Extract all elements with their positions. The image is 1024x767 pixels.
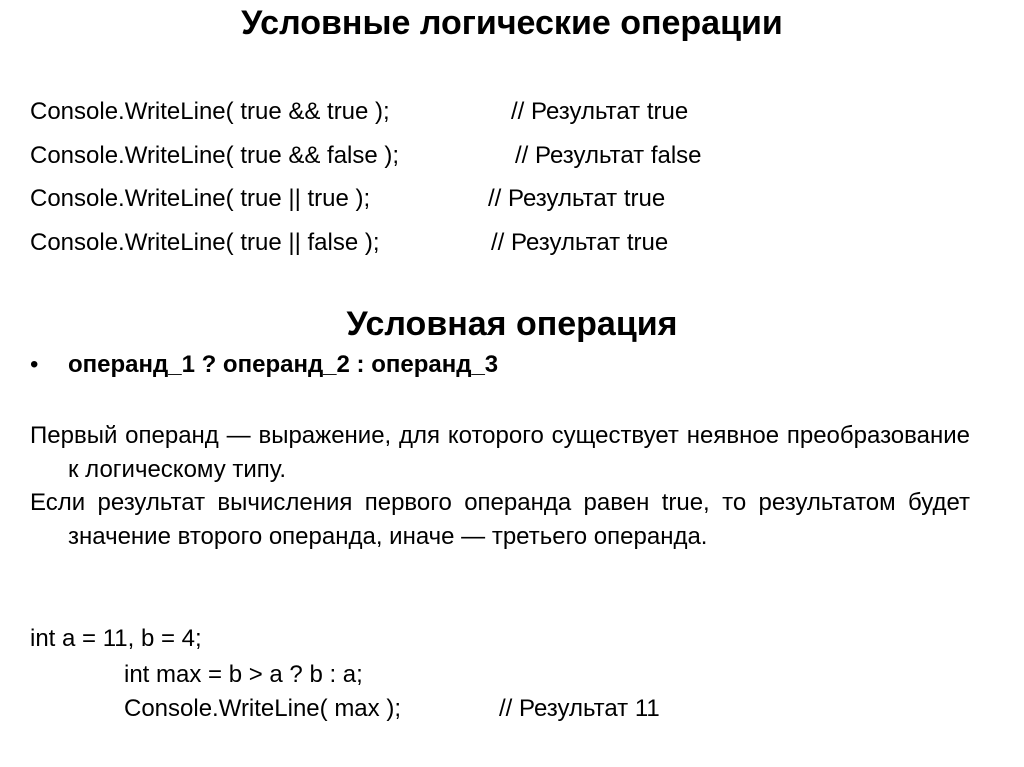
paragraph: Если результат вычисления первого операнда равен true, то результатом будет значение второго операнда, иначе — третьего операнда. [30,489,970,550]
paragraph: Первый операнд — выражение, для которого существует неявное преобразование к логическому типу. [30,422,970,483]
section-title-conditional-op: Условная операция [346,305,678,343]
code-statement: Console.WriteLine( true && true ); [30,98,390,125]
bullet-marker: • [30,351,39,378]
code-comment: // Результат true [488,185,666,212]
code-comment: // Результат true [491,229,669,256]
syntax-text: операнд_1 ? операнд_2 : операнд_3 [68,351,499,378]
code-line [30,141,702,171]
code-statement: Console.WriteLine( max ); [124,695,401,722]
code-comment: // Результат true [511,98,689,125]
code-comment: // Результат false [515,142,702,169]
code-line [30,228,669,258]
example-line: int max = b > a ? b : a; [124,661,363,688]
example-line: int a = 11, b = 4; [30,625,202,652]
section-title-logical-ops: Условные логические операции [241,4,783,42]
code-statement: Console.WriteLine( true || true ); [30,185,371,212]
code-statement: Console.WriteLine( true && false ); [30,142,400,169]
code-line [30,97,689,127]
code-comment: // Результат 11 [499,695,660,722]
code-line [30,184,666,214]
example-line [124,692,660,726]
code-statement: Console.WriteLine( true || false ); [30,229,380,256]
